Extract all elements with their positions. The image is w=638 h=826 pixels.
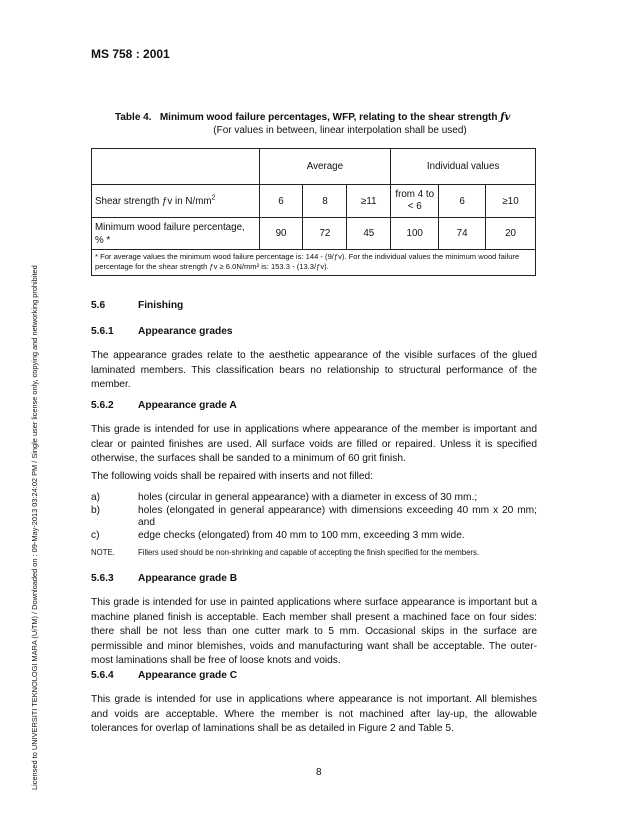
table-cell: ≥10	[486, 185, 536, 218]
standard-header: MS 758 : 2001	[91, 47, 170, 61]
table-row-label: Minimum wood failure percentage, % *	[92, 218, 260, 250]
section-heading-5-6-2: 5.6.2 Appearance grade A	[91, 400, 237, 411]
table-caption-text: Minimum wood failure percentages, WFP, relating to the shear strength	[159, 112, 498, 123]
table-cell: ≥11	[347, 185, 391, 218]
fillers-note: NOTE. Fillers used should be non-shrinking and capable of accepting the finish specified for the members.	[91, 548, 480, 557]
voids-list	[91, 492, 537, 542]
wood-failure-table	[91, 148, 536, 276]
table-cell: 100	[391, 218, 439, 250]
table-row-wood-failure	[92, 218, 536, 250]
table-row-label: Shear strength ƒv in $N/mm^2$	[92, 185, 260, 218]
page-number: 8	[316, 767, 322, 778]
list-item: b) holes (elongated in general appearance) with dimensions exceeding 40 mm x 20 mm; and	[91, 504, 537, 528]
section-5-6-4-paragraph: This grade is intended for use in applications where appearance is not important. All blemishes and voids are acceptable. Where the member is not machined after lay-up, the allowable tolerances for overlap of laminations shall be as detailed in Figure 2 and Table 5.	[91, 694, 537, 734]
table-cell: 45	[347, 218, 391, 250]
table-cell: 72	[303, 218, 347, 250]
table-cell: 20	[486, 218, 536, 250]
table-header-average: Average	[259, 149, 391, 185]
table-cell: 74	[439, 218, 486, 250]
table-caption-prefix: Table 4.	[115, 112, 152, 123]
table-footnote-row	[92, 250, 536, 276]
table-header-blank	[92, 149, 260, 185]
table-caption-note: (For values in between, linear interpolation shall be used)	[213, 125, 467, 136]
table-footnote: * For average values the minimum wood failure percentage is: 144 - (9/ƒv). For the individual values the minimum wood failure percentage for the shear strength ƒv ≥ 6.0N/mm² is: 153.3 - (13.3/ƒv).	[92, 250, 536, 276]
table-caption-title	[115, 111, 535, 124]
section-heading-5-6-1: 5.6.1 Appearance grades	[91, 326, 233, 337]
section-5-6-3-paragraph: This grade is intended for use in painted applications where surface appearance is important but a machine planed finish is acceptable. Each member shall present a machined face on four sides: there shall be not less than one cutter mark to 5 mm. Occasional skips in the surface are permissible and minor blemishes, voids and manufacturing want shall be acceptable. The outer-most laminations shall be free of loose knots and voids.	[91, 597, 537, 666]
table-row-shear-strength	[92, 185, 536, 218]
license-watermark: Licensed to UNIVERSITI TEKNOLOGI MARA (UiTM) / Downloaded on : 09-May-2013 03:24:02 PM / Single user license only, copying and networking prohibited	[30, 265, 39, 790]
table-cell: 8	[303, 185, 347, 218]
list-item: c) edge checks (elongated) from 40 mm to 100 mm, exceeding 3 mm wide.	[91, 529, 465, 541]
section-heading-5-6-4: 5.6.4 Appearance grade C	[91, 670, 238, 681]
table-header-row	[92, 149, 536, 185]
table-cell: from 4 to < 6	[391, 185, 439, 218]
section-5-6-2-voids-intro: The following voids shall be repaired with inserts and not filled:	[91, 471, 374, 482]
table-caption	[115, 111, 535, 137]
table-cell: 6	[259, 185, 303, 218]
section-5-6-2-paragraph: This grade is intended for use in applications where appearance of the member is important and clear or painted finishes are used. All surface voids are filled or repaired. Unless it is specified otherwise, the surfaces shall be sanded to a minimum of 60 grit finish.	[91, 424, 537, 464]
section-heading-5-6: 5.6 Finishing	[91, 300, 184, 311]
table-cell: 6	[439, 185, 486, 218]
section-5-6-1-paragraph: The appearance grades relate to the aesthetic appearance of the visible surfaces of the glued laminated members. This classification bears no relationship to structural performance of the member.	[91, 350, 537, 390]
table-cell: 90	[259, 218, 303, 250]
table-header-individual: Individual values	[391, 149, 536, 185]
section-heading-5-6-3: 5.6.3 Appearance grade B	[91, 573, 238, 584]
list-item: a) holes (circular in general appearance) with a diameter in excess of 30 mm.;	[91, 492, 478, 503]
table-caption-symbol: ƒv	[500, 112, 511, 123]
